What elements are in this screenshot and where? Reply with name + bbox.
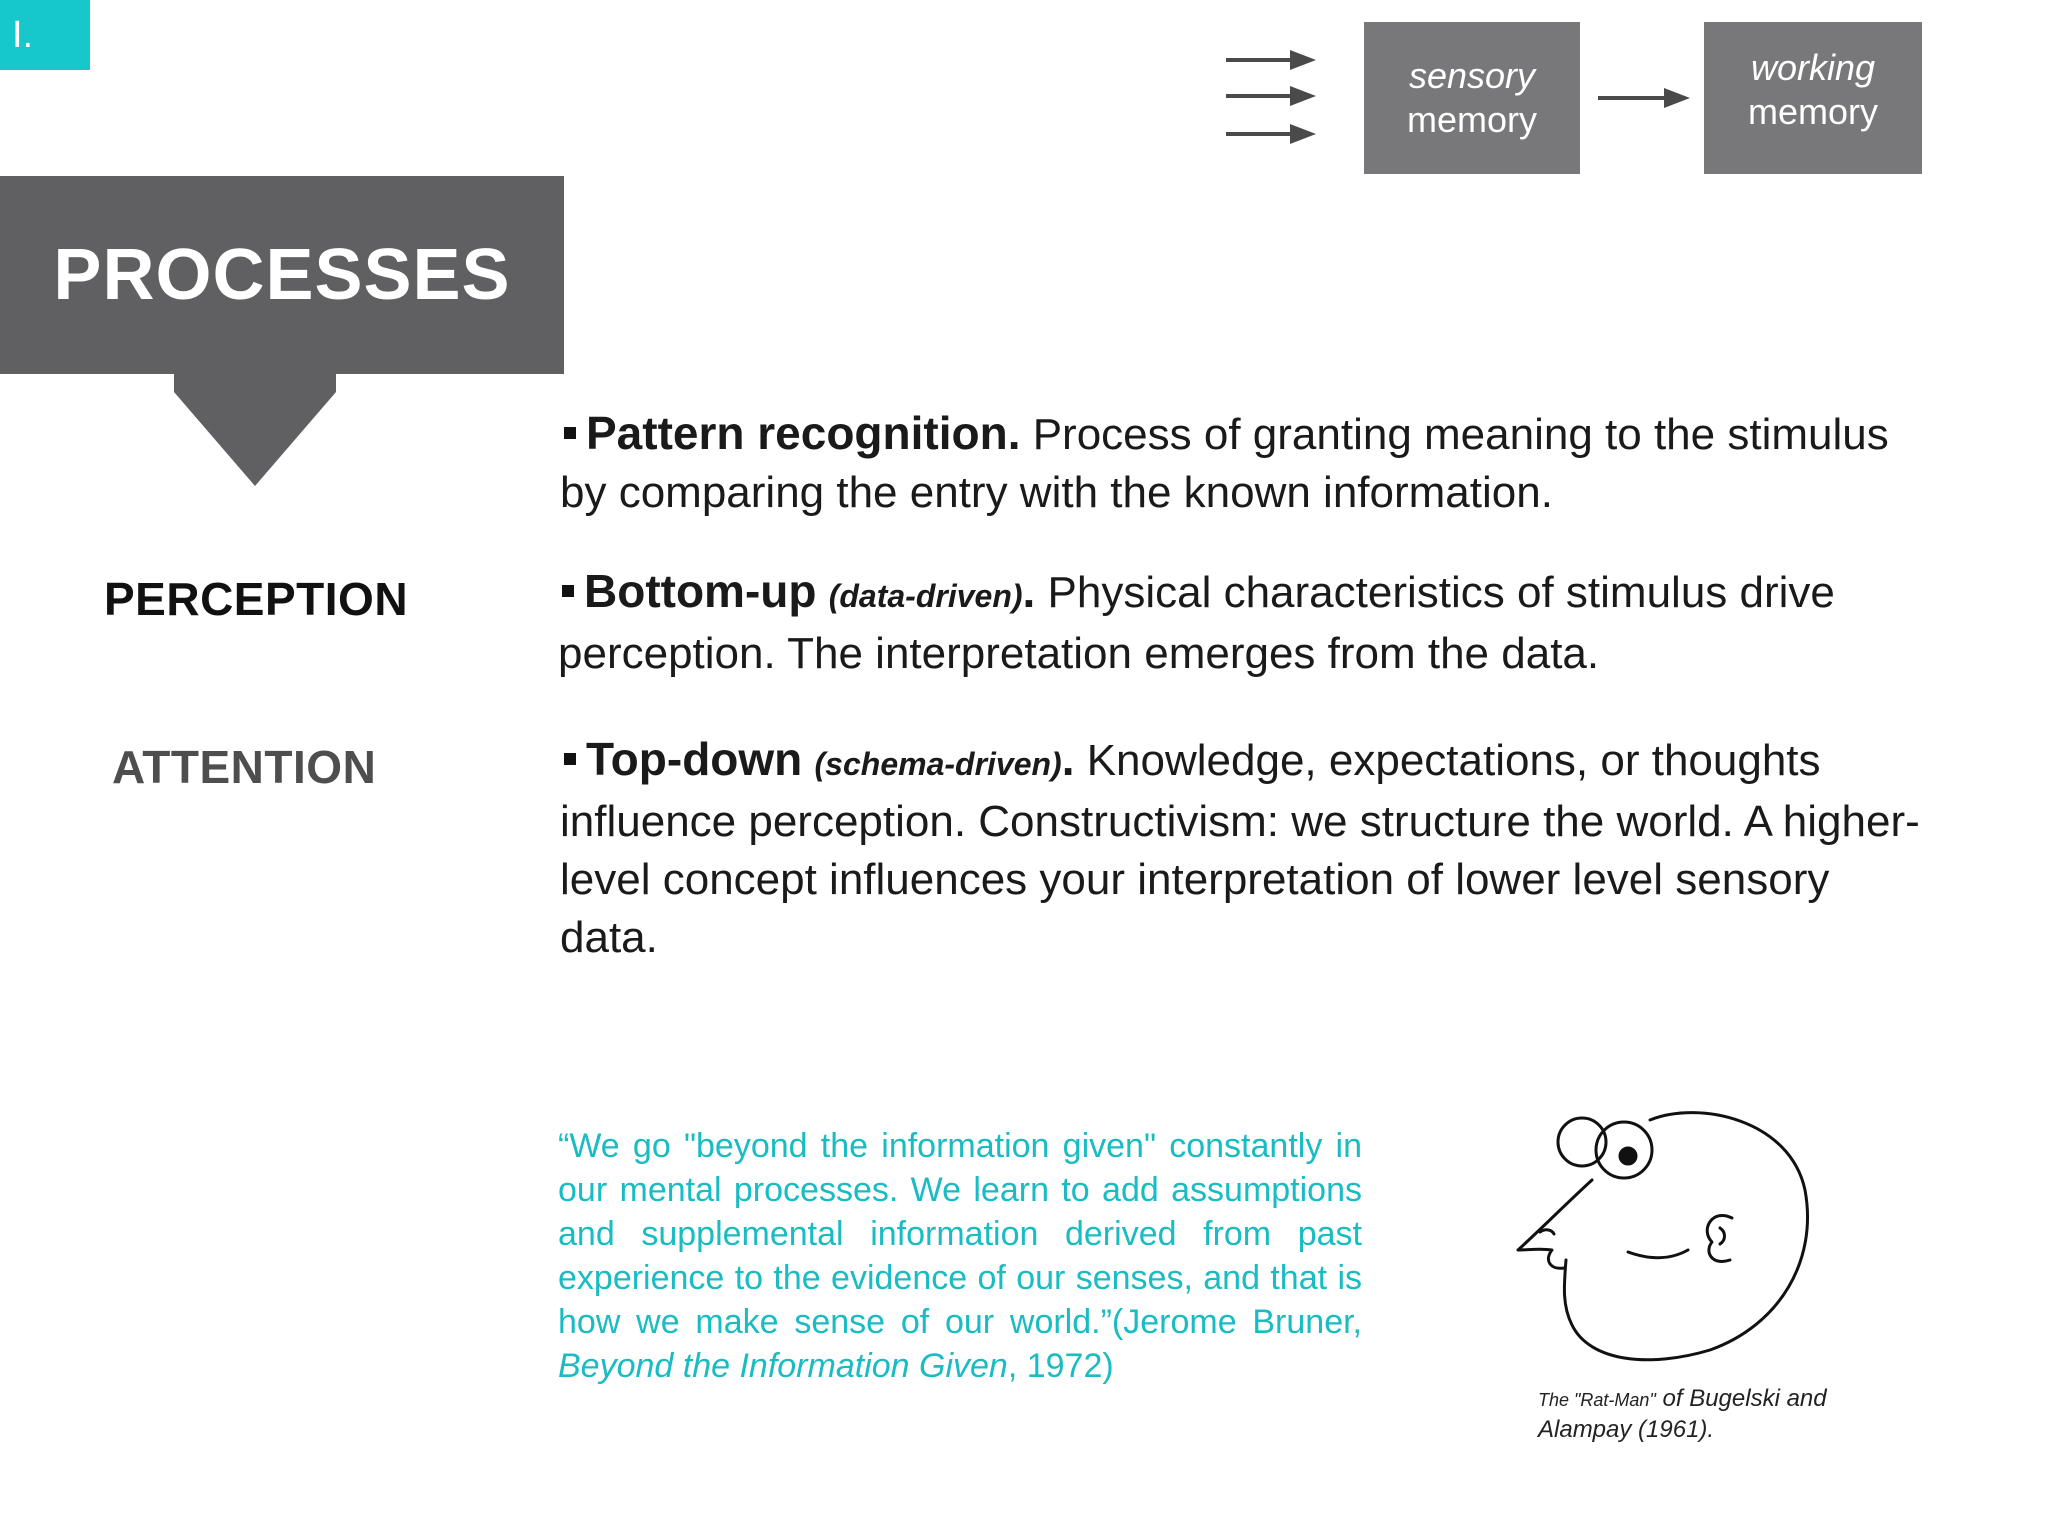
bruner-quote <box>558 1124 1362 1388</box>
flow-arrow-icon <box>1598 86 1690 110</box>
bullet-text: Knowledge, expectations, or thoughts influence perception. Constructivism: we structure the world. A higher-level concept influences your interpretation of lower level sensory data. <box>560 736 1920 962</box>
bullet-dot: . <box>1061 733 1075 785</box>
attention-label: ATTENTION <box>112 741 377 793</box>
processes-banner <box>0 176 564 374</box>
bullet-subterm: (schema-driven) <box>814 746 1062 782</box>
bullet-term: Top-down <box>586 733 803 785</box>
working-memory-box <box>1704 22 1922 174</box>
sensory-memory-box <box>1364 22 1580 174</box>
bullet-text: Process of granting meaning to the stimulus by comparing the entry with the known information. <box>560 410 1889 517</box>
bullet-dot: . <box>1022 565 1036 617</box>
rat-man-illustration <box>1500 1100 1830 1380</box>
rat-man-caption <box>1538 1384 1858 1445</box>
bullet-pattern-recognition <box>560 404 1920 522</box>
caption-pre: The <box>1538 1390 1575 1410</box>
input-arrow-icon <box>1226 122 1316 146</box>
bullet-bottom-up <box>558 562 1918 683</box>
bullet-square-icon <box>564 753 576 765</box>
quote-book-title: Beyond the Information Given <box>558 1347 1008 1385</box>
quote-body: “We go "beyond the information given" constantly in our mental processes. We learn to add assumptions and supplemental information derived from past experience to the evidence of our senses, and that is how we make sense of our world.”(Jerome Bruner, <box>558 1127 1362 1341</box>
caption-post: of Bugelski and Alampay (1961). <box>1538 1385 1827 1443</box>
bullet-square-icon <box>564 427 576 439</box>
perception-label: PERCEPTION <box>104 573 409 625</box>
quote-year: , 1972) <box>1007 1347 1114 1385</box>
working-memory-label-2: memory <box>1747 91 1878 132</box>
bullet-subterm: (data-driven) <box>828 578 1023 614</box>
bullet-text: Physical characteristics of stimulus drive perception. The interpretation emerges from the data. <box>558 568 1835 678</box>
caption-quoted: "Rat-Man" <box>1574 1390 1656 1410</box>
down-arrow-icon <box>174 374 336 486</box>
bullet-top-down <box>560 730 1920 967</box>
input-arrow-icon <box>1226 84 1316 108</box>
slide-number: I. <box>0 0 90 70</box>
sensory-memory-label-1: sensory <box>1408 55 1536 96</box>
processes-title: PROCESSES <box>53 235 511 315</box>
input-arrow-icon <box>1226 48 1316 72</box>
sensory-memory-label-2: memory <box>1406 99 1537 140</box>
bullet-term: Bottom-up <box>584 565 817 617</box>
bullet-square-icon <box>562 585 574 597</box>
bullet-term: Pattern recognition. <box>586 407 1021 459</box>
working-memory-label-1: working <box>1750 47 1876 88</box>
